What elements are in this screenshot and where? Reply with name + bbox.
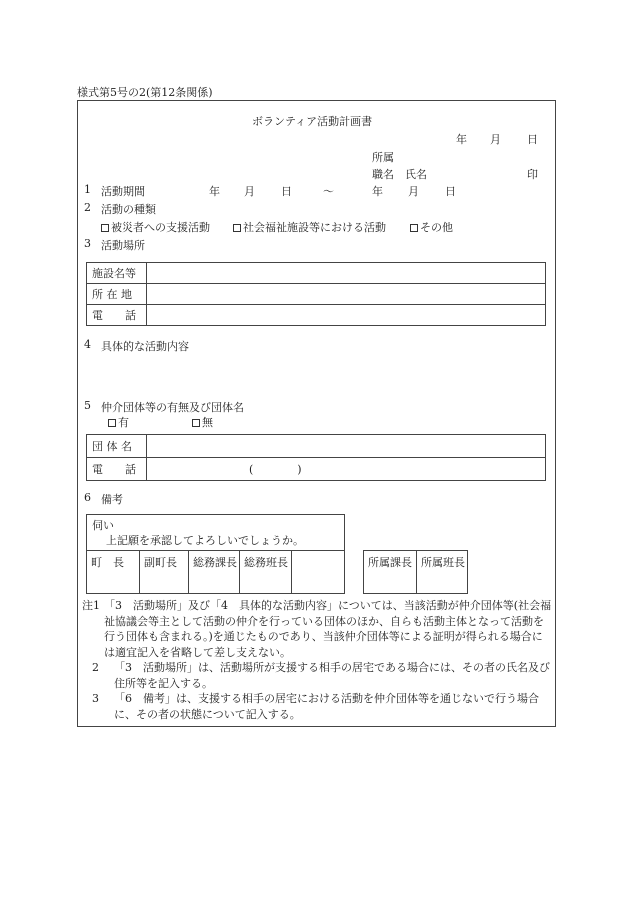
group-phone-field[interactable] — [147, 458, 546, 481]
date-day: 日 — [527, 133, 538, 146]
table-row — [87, 305, 546, 326]
phone-parens: ( ) — [249, 463, 302, 476]
period-label: 活動期間 — [101, 185, 145, 198]
place-label: 活動場所 — [101, 239, 145, 252]
content-label: 具体的な活動内容 — [101, 340, 189, 353]
checkbox-icon[interactable] — [410, 224, 418, 232]
stamp-general-affairs-section-head[interactable]: 総務班長 — [239, 550, 292, 594]
stamp-mayor[interactable]: 町 長 — [86, 550, 140, 594]
table-row — [87, 263, 546, 284]
seal-label: 印 — [527, 168, 538, 181]
type-label: 活動の種類 — [101, 203, 156, 216]
intermediary-option-no[interactable]: 無 — [192, 414, 213, 430]
table-row — [87, 458, 546, 481]
table-row — [87, 284, 546, 305]
checkbox-icon[interactable] — [101, 224, 109, 232]
checkbox-icon[interactable] — [108, 419, 116, 427]
table-row — [87, 435, 546, 458]
stamp-dept-section-head[interactable]: 所属班長 — [416, 550, 468, 594]
note-item: 注1 「3 活動場所」及び「4 具体的な活動内容」については、当該活動が仲介団体等(社会福祉協議会等主として活動の仲介を行っている団体のほか、自らも活動主体となって活動を行う団体も含まれる。)を通じたものであり、当該仲介団体等による証明が得られる場合には適宜記入を省略して差し支えない。 — [82, 599, 552, 659]
intermediary-number: 5 — [84, 399, 91, 412]
stamp-general-affairs-chief[interactable]: 総務課長 — [188, 550, 240, 594]
intermediary-option-yes[interactable]: 有 — [108, 414, 129, 430]
period-number: 1 — [84, 183, 91, 196]
address-field[interactable] — [147, 284, 546, 305]
place-number: 3 — [84, 237, 91, 250]
checkbox-icon[interactable] — [192, 419, 200, 427]
stamp-blank[interactable] — [291, 550, 345, 594]
stamp-deputy-mayor[interactable]: 副町長 — [139, 550, 189, 594]
notes — [82, 598, 552, 722]
form-title: ボランティア活動計画書 — [252, 115, 373, 128]
phone-label: 電 話 — [87, 305, 147, 326]
intermediary-label: 仲介団体等の有無及び団体名 — [101, 401, 244, 414]
content-number: 4 — [84, 338, 91, 351]
address-label: 所 在 地 — [87, 284, 147, 305]
type-option-other[interactable]: その他 — [410, 219, 453, 235]
period-start-month: 月 — [244, 185, 255, 198]
period-end-year: 年 — [372, 185, 383, 198]
position-label: 職名 — [372, 168, 394, 181]
checkbox-icon[interactable] — [233, 224, 241, 232]
group-name-field[interactable] — [147, 435, 546, 458]
facility-name-label: 施設名等 — [87, 263, 147, 284]
approval-heading: 伺い — [92, 519, 114, 532]
form-number: 様式第5号の2(第12条関係) — [77, 86, 213, 99]
name-label: 氏名 — [405, 168, 427, 181]
phone-field[interactable] — [147, 305, 546, 326]
group-name-label: 団 体 名 — [87, 435, 147, 458]
type-option-welfare[interactable]: 社会福祉施設等における活動 — [233, 219, 386, 235]
type-option-disaster[interactable]: 被災者への支援活動 — [101, 219, 210, 235]
group-phone-label: 電 話 — [87, 458, 147, 481]
remarks-label: 備考 — [101, 493, 123, 506]
date-month: 月 — [490, 133, 501, 146]
period-tilde: 〜 — [323, 185, 334, 198]
place-table — [86, 262, 546, 326]
period-start-day: 日 — [281, 185, 292, 198]
period-end-day: 日 — [445, 185, 456, 198]
approval-request: 上記願を承認してよろしいでしょうか。 — [106, 534, 304, 547]
note-item: 2 「3 活動場所」は、活動場所が支援する相手の居宅である場合には、その者の氏名及び住所等を記入する。 — [92, 661, 550, 690]
note-item: 3 「6 備考」は、支援する相手の居宅における活動を仲介団体等を通じないで行う場合に、その者の状態について記入する。 — [92, 692, 539, 721]
stamp-dept-chief[interactable]: 所属課長 — [363, 550, 417, 594]
affiliation-label: 所属 — [372, 151, 394, 164]
period-start-year: 年 — [209, 185, 220, 198]
date-year: 年 — [456, 133, 467, 146]
remarks-number: 6 — [84, 491, 91, 504]
facility-name-field[interactable] — [147, 263, 546, 284]
period-end-month: 月 — [408, 185, 419, 198]
intermediary-table — [86, 434, 546, 481]
type-number: 2 — [84, 201, 91, 214]
